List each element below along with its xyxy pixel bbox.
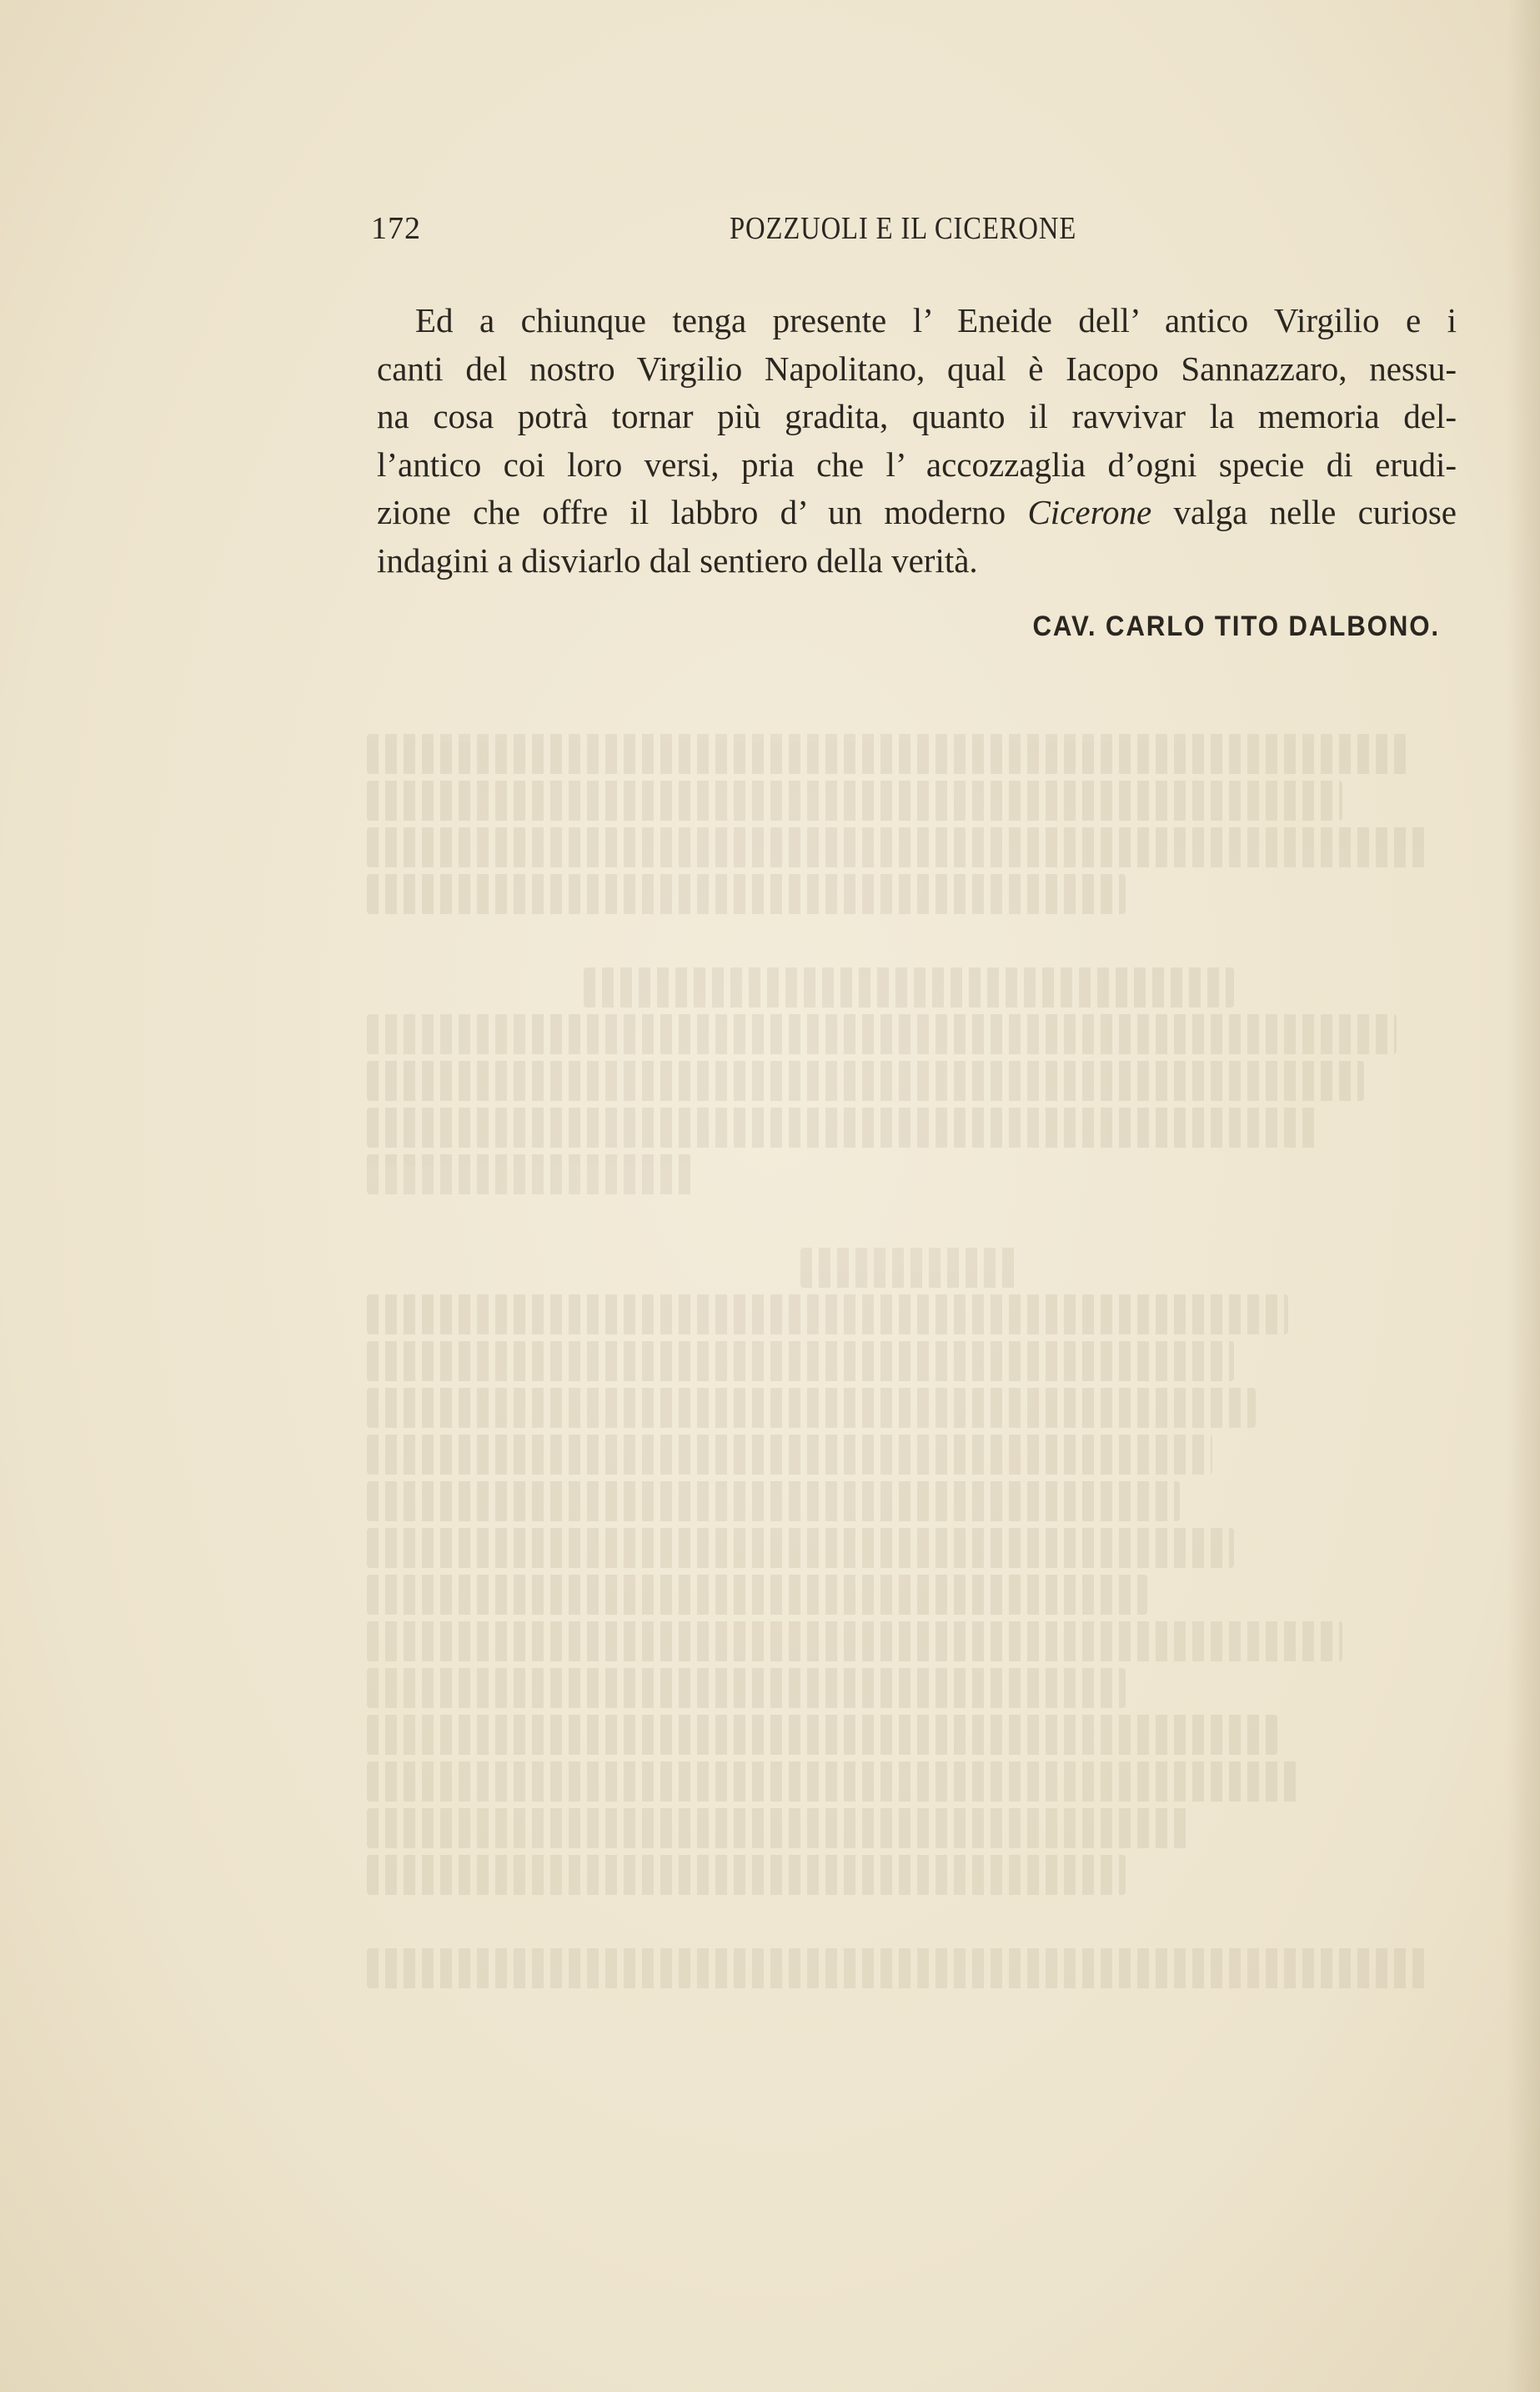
cicerone-italic: Cicerone bbox=[1027, 493, 1152, 531]
text-line-6-content: indagini a disviarlo dal sentiero della verità. bbox=[377, 540, 978, 580]
text-line-3-content: na cosa potrà tornar più gradita, quanto il ravvivar la memoria del- bbox=[377, 397, 1457, 435]
text-line-5 bbox=[377, 489, 1457, 537]
text-line-2-content: canti del nostro Virgilio Napolitano, qual è Iacopo Sannazzaro, nessu- bbox=[377, 349, 1457, 388]
author-signature: CAV. CARLO TITO DALBONO. bbox=[1032, 611, 1440, 642]
page-header bbox=[371, 210, 1451, 260]
text-line-4-content: l’antico coi loro versi, pria che l’ accozzaglia d’ogni specie di erudi- bbox=[377, 445, 1457, 484]
text-line-1 bbox=[377, 297, 1457, 345]
page-edge-shadow bbox=[1507, 0, 1540, 2392]
show-through-texture bbox=[367, 734, 1451, 1985]
text-line-6 bbox=[377, 537, 1457, 585]
text-line-3 bbox=[377, 393, 1457, 441]
text-line-1-content: Ed a chiunque tenga presente l’ Eneide dell’ antico Virgilio e i bbox=[415, 301, 1457, 339]
main-paragraph bbox=[377, 297, 1457, 585]
text-line-4 bbox=[377, 441, 1457, 490]
running-title: POZZUOLI E IL CICERONE bbox=[730, 211, 1077, 246]
text-line-5-start: zione che offre il labbro d’ un moderno bbox=[377, 493, 1006, 531]
text-line-5-end: valga nelle curiose bbox=[1173, 493, 1457, 531]
text-line-2 bbox=[377, 345, 1457, 394]
page-number: 172 bbox=[371, 211, 421, 246]
